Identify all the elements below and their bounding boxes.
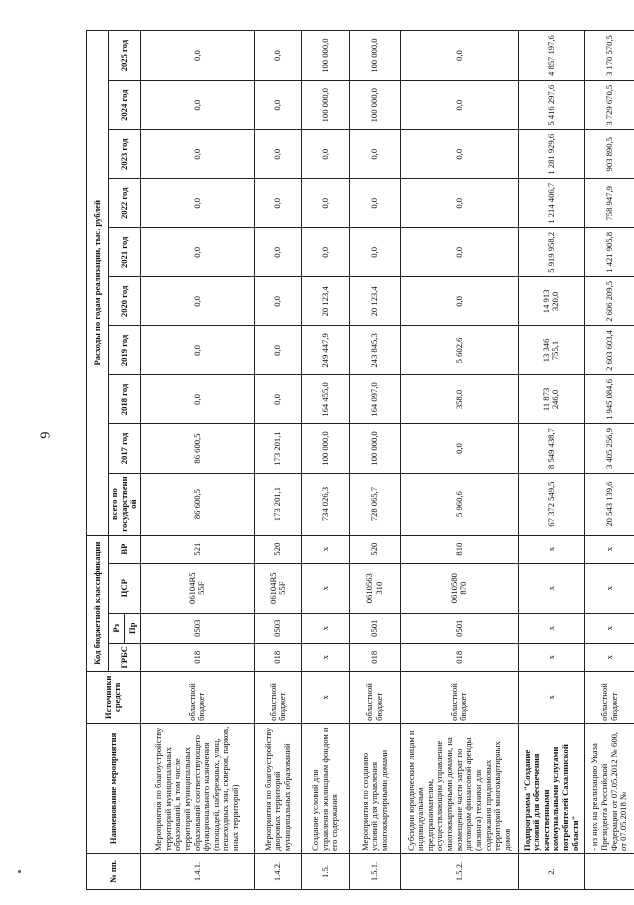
row-rzpr: 0503 xyxy=(140,613,254,643)
row-total: 173 201,1 xyxy=(254,473,301,535)
row-year-value: 13 346 755,1 xyxy=(518,326,585,375)
row-rzpr: 0501 xyxy=(349,613,401,643)
row-total: 728 065,7 xyxy=(349,473,401,535)
row-year-value: 0,0 xyxy=(302,179,349,228)
row-csr: х xyxy=(518,563,585,613)
table-row xyxy=(518,31,585,890)
row-total: 67 372 549,5 xyxy=(518,473,585,535)
row-name: Мероприятия по благоустройству дворовых территорий муниципальных образований xyxy=(254,723,301,853)
row-source: областной бюджет xyxy=(254,671,301,723)
row-year-value: 100 000,0 xyxy=(302,31,349,81)
row-year-value: 100 000,0 xyxy=(349,424,401,473)
row-rzpr: х xyxy=(302,613,349,643)
header-name: Наименование мероприятия xyxy=(87,723,141,853)
row-year-value: 1 945 084,6 xyxy=(585,375,634,424)
page-number: 6 xyxy=(36,431,52,439)
row-total: 734 026,3 xyxy=(302,473,349,535)
table-row xyxy=(585,31,634,890)
row-year-value: 0,0 xyxy=(140,31,254,81)
header-source: Источники средств xyxy=(87,671,141,723)
row-num: 1.4.1. xyxy=(140,853,254,889)
row-year-value: 100 000,0 xyxy=(349,31,401,81)
row-grbs: 018 xyxy=(349,643,401,671)
row-source: областной бюджет xyxy=(401,671,518,723)
row-year-value: 0,0 xyxy=(349,130,401,179)
row-year-value: 164 455,0 xyxy=(302,375,349,424)
row-grbs: 018 xyxy=(401,643,518,671)
budget-table xyxy=(86,30,634,890)
row-rzpr: х xyxy=(585,613,634,643)
row-name: - из них на реализацию Указа Президента Российской Федерации от 07.05.2012 № 600, от 07.05.2018 № xyxy=(585,723,634,853)
header-expenses: Расходы по годам реализации, тыс. рублей xyxy=(87,31,109,536)
row-year-value: 1 214 406,7 xyxy=(518,179,585,228)
row-year-value: 5 416 297,6 xyxy=(518,81,585,130)
row-year-value: 86 600,5 xyxy=(140,424,254,473)
row-name: Мероприятия по благоустройству территорий муниципальных образований, в том числе территорий муниципальных образований соответствующего функционального назначения (площадей, набережных, улиц, пешеходных зон, скверов, парков, иных территорий) xyxy=(140,723,254,853)
row-year-value: 3 405 256,9 xyxy=(585,424,634,473)
row-year-value: 0,0 xyxy=(349,228,401,277)
header-year: 2019 год xyxy=(109,326,141,375)
row-year-value: 1 421 905,8 xyxy=(585,228,634,277)
header-year: 2018 год xyxy=(109,375,141,424)
row-source: областной бюджет xyxy=(140,671,254,723)
row-rzpr: 0501 xyxy=(401,613,518,643)
header-grbs: ГРБС xyxy=(109,643,141,671)
row-grbs: 018 xyxy=(140,643,254,671)
row-year-value: 100 000,0 xyxy=(349,81,401,130)
header-year: 2017 год xyxy=(109,424,141,473)
row-year-value: 3 729 670,5 xyxy=(585,81,634,130)
header-year: 2021 год xyxy=(109,228,141,277)
header-budget-code: Код бюджетной классификации xyxy=(87,535,109,671)
row-year-value: 20 123,4 xyxy=(349,277,401,326)
row-vr: 520 xyxy=(349,535,401,563)
row-year-value: 5 919 958,2 xyxy=(518,228,585,277)
row-num: 2. xyxy=(518,853,585,889)
row-year-value: 1 281 929,6 xyxy=(518,130,585,179)
row-year-value: 0,0 xyxy=(140,375,254,424)
row-total: 5 960,6 xyxy=(401,473,518,535)
row-year-value: 0,0 xyxy=(254,277,301,326)
row-num: 1.5.2. xyxy=(401,853,518,889)
row-year-value: 0,0 xyxy=(140,179,254,228)
table-row xyxy=(401,31,518,890)
row-year-value: 20 123,4 xyxy=(302,277,349,326)
row-year-value: 249 447,9 xyxy=(302,326,349,375)
row-year-value: 164 097,0 xyxy=(349,375,401,424)
row-year-value: 0,0 xyxy=(401,424,518,473)
row-name: Подпрограмма "Создание условий для обеспечения качественными коммунальными услугами потребителей Сахалинской области" xyxy=(518,723,585,853)
row-rzpr: 0503 xyxy=(254,613,301,643)
row-year-value: 0,0 xyxy=(401,130,518,179)
row-year-value: 0,0 xyxy=(254,130,301,179)
row-year-value: 0,0 xyxy=(254,31,301,81)
row-year-value: 0,0 xyxy=(254,326,301,375)
row-total: 86 600,5 xyxy=(140,473,254,535)
row-year-value: 0,0 xyxy=(254,81,301,130)
header-vr: ВР xyxy=(109,535,141,563)
row-year-value: 100 000,0 xyxy=(302,424,349,473)
row-year-value: 173 201,1 xyxy=(254,424,301,473)
header-num: № пп. xyxy=(87,853,141,889)
row-rzpr: х xyxy=(518,613,585,643)
row-name: Создание условий для управления жилищным фондом и его содержания xyxy=(302,723,349,853)
row-year-value: 0,0 xyxy=(401,81,518,130)
row-year-value: 0,0 xyxy=(140,326,254,375)
row-year-value: 100 000,0 xyxy=(302,81,349,130)
row-grbs: х xyxy=(518,643,585,671)
row-vr: 521 xyxy=(140,535,254,563)
row-csr: х xyxy=(302,563,349,613)
row-year-value: 0,0 xyxy=(302,130,349,179)
row-year-value: 3 170 570,5 xyxy=(585,31,634,81)
header-year: 2025 год xyxy=(109,31,141,81)
header-total: всего по государственной xyxy=(109,473,141,535)
row-vr: 520 xyxy=(254,535,301,563)
header-year: 2020 год xyxy=(109,277,141,326)
row-year-value: 243 845,3 xyxy=(349,326,401,375)
row-source: областной бюджет xyxy=(349,671,401,723)
row-year-value: 11 873 246,0 xyxy=(518,375,585,424)
row-vr: х xyxy=(302,535,349,563)
header-pr: Пр xyxy=(124,613,140,643)
row-vr: 810 xyxy=(401,535,518,563)
row-year-value: 0,0 xyxy=(401,228,518,277)
row-year-value: 0,0 xyxy=(254,375,301,424)
row-csr: 0610580 870 xyxy=(401,563,518,613)
header-csr: ЦСР xyxy=(109,563,141,613)
row-source: х xyxy=(518,671,585,723)
row-year-value: 903 890,5 xyxy=(585,130,634,179)
row-year-value: 358,0 xyxy=(401,375,518,424)
row-year-value: 0,0 xyxy=(349,179,401,228)
row-grbs: х xyxy=(302,643,349,671)
row-csr: х xyxy=(585,563,634,613)
row-year-value: 758 947,9 xyxy=(585,179,634,228)
scan-mark xyxy=(18,870,21,873)
table-row xyxy=(140,31,254,890)
row-year-value: 0,0 xyxy=(140,228,254,277)
row-year-value: 5 602,6 xyxy=(401,326,518,375)
header-year: 2022 год xyxy=(109,179,141,228)
header-year: 2024 год xyxy=(109,81,141,130)
row-year-value: 0,0 xyxy=(254,228,301,277)
row-year-value: 14 913 320,0 xyxy=(518,277,585,326)
row-year-value: 2 606 209,5 xyxy=(585,277,634,326)
row-year-value: 0,0 xyxy=(254,179,301,228)
row-year-value: 8 549 438,7 xyxy=(518,424,585,473)
row-year-value: 0,0 xyxy=(140,277,254,326)
row-csr: 06104R5 55F xyxy=(140,563,254,613)
row-vr: х xyxy=(585,535,634,563)
row-num: 1.4.2. xyxy=(254,853,301,889)
rotated-table-wrapper xyxy=(86,30,631,890)
row-year-value: 0,0 xyxy=(401,179,518,228)
row-num xyxy=(585,853,634,889)
row-year-value: 0,0 xyxy=(401,31,518,81)
table-row xyxy=(349,31,401,890)
row-source: областной бюджет xyxy=(585,671,634,723)
table-row xyxy=(302,31,349,890)
row-grbs: х xyxy=(585,643,634,671)
row-num: 1.5.1. xyxy=(349,853,401,889)
row-name: Мероприятия по созданию условий для управления многоквартирными домами xyxy=(349,723,401,853)
row-year-value: 4 857 197,6 xyxy=(518,31,585,81)
header-year: 2023 год xyxy=(109,130,141,179)
row-csr: 06104R5 55F xyxy=(254,563,301,613)
row-name: Субсидии юридическим лицам и индивидуальным предпринимателям, осуществляющим управление многоквартирными домами, на возмещение части затрат по договорам финансовой аренды (лизинга) техники для содержания придомовых территорий многоквартирных домов xyxy=(401,723,518,853)
row-year-value: 0,0 xyxy=(302,228,349,277)
row-year-value: 0,0 xyxy=(140,81,254,130)
row-year-value: 0,0 xyxy=(140,130,254,179)
row-source: х xyxy=(302,671,349,723)
header-rz: Рз xyxy=(109,613,125,643)
row-vr: х xyxy=(518,535,585,563)
row-num: 1.5. xyxy=(302,853,349,889)
row-year-value: 2 603 603,4 xyxy=(585,326,634,375)
row-year-value: 0,0 xyxy=(401,277,518,326)
row-csr: 0610563 310 xyxy=(349,563,401,613)
table-row xyxy=(254,31,301,890)
row-total: 20 543 139,6 xyxy=(585,473,634,535)
row-grbs: 018 xyxy=(254,643,301,671)
